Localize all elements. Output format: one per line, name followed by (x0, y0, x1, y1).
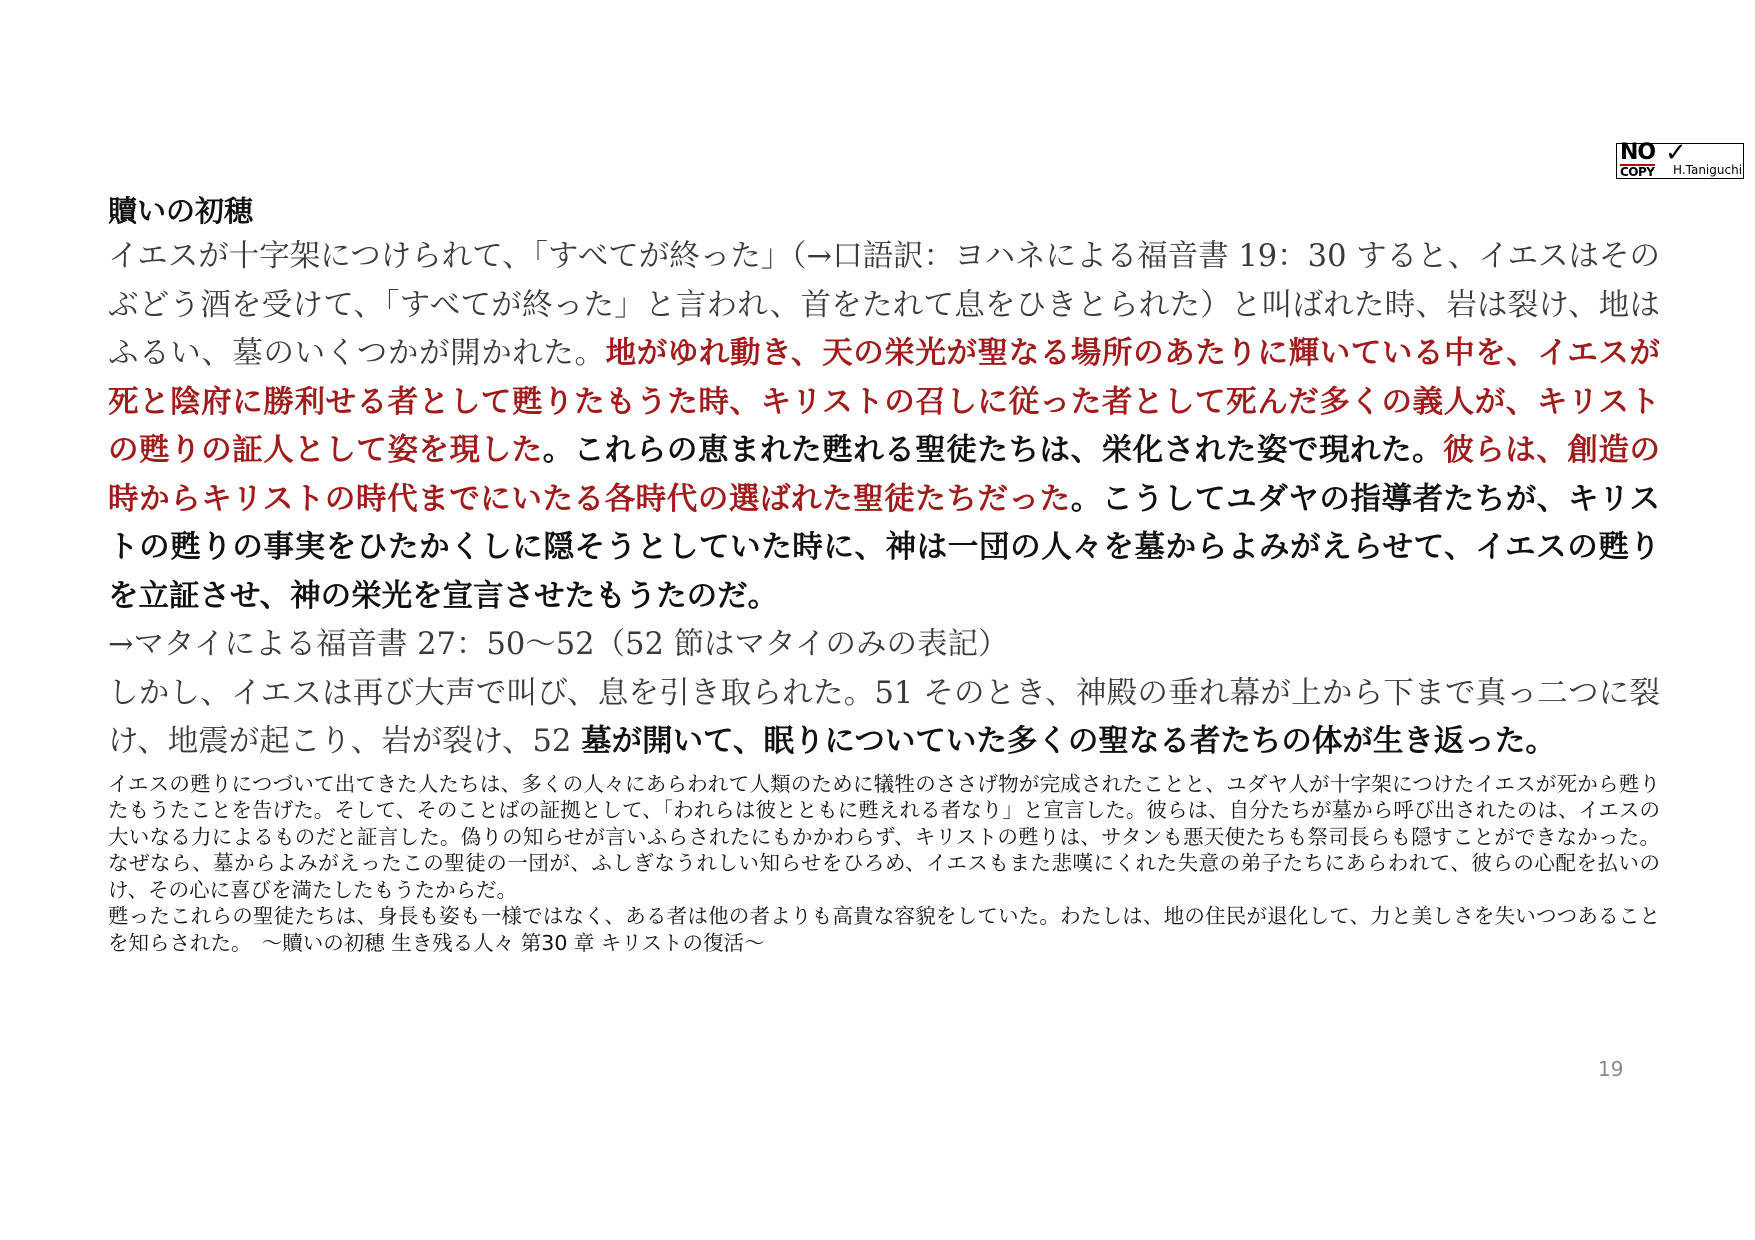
logo-copy-text (1620, 164, 1655, 179)
page-title: 贖いの初穂 (108, 194, 254, 228)
page-number: 19 (1598, 1057, 1624, 1081)
text-tombs-opened: 墓が開いて、眠りについていた多くの聖なる者たちの体が生き返った。 (581, 724, 1556, 759)
checkmark-icon: ✓ (1665, 138, 1687, 168)
paragraph-crucifixion (108, 233, 1660, 621)
text-highlight-resurrection: 地がゆれ動き、天の栄光が聖なる場所のあたりに輝いている中を、イエスが死と陰府に勝利せる者として甦りたもうた時、キリストの召しに従った者として死んだ多くの義人が、キリストの甦りの証人として姿を現した (108, 336, 1661, 468)
text-highlight-chosen-saints: 彼らは、創造の時からキリストの時代までにいたる各時代の選ばれた聖徒たちだった (108, 433, 1661, 517)
paragraph-citation: 甦ったこれらの聖徒たちは、身長も姿も一様ではなく、ある者は他の者よりも高貴な容貌をしていた。わたしは、地の住民が退化して、力と美しさを失いつつあることを知らされた。 ～贖いの初穂 生き残る人々 第30 章 キリストの復活～ (108, 904, 1660, 955)
logo-copy-label: COPY (1620, 165, 1655, 179)
text-matthew-verses: しかし、イエスは再び大声で叫び、息を引き取られた。51 そのとき、神殿の垂れ幕が上から下まで真っ二つに裂け、地震が起こり、岩が裂け、52 (108, 675, 1660, 759)
logo-no-text: NO (1620, 140, 1656, 165)
paragraph-matthew (108, 621, 1660, 767)
text-god-raised-group: 。こうしてユダヤの指導者たちが、キリストの甦りの事実をひたかくしに隠そうとしていた時に、神は一団の人々を墓からよみがえらせて、イエスの甦りを立証させ、神の栄光を宣言させたもうたのだ。 (108, 481, 1661, 614)
text-crucifixion-intro: イエスが十字架につけられて、「すべてが終った」（→口語訳：ヨハネによる福音書 19：30 すると、イエスはそのぶどう酒を受けて、「すべてが終った」と言われ、首をたれて息をひきとられた）と叫ばれた時、岩は裂け、地はふるい、墓のいくつかが開かれた。 (108, 239, 1660, 371)
text-glorified-saints: 。これらの恵まれた甦れる聖徒たちは、栄化された姿で現れた。 (542, 433, 1444, 468)
paragraph-witnesses: イエスの甦りにつづいて出てきた人たちは、多くの人々にあらわれて人類のために犠牲のささげ物が完成されたことと、ユダヤ人が十字架につけたイエスが死から甦りたもうたことを告げた。そして、そのことばの証拠として、「われらは彼とともに甦えれる者なり」と宣言した。彼らは、自分たちが墓から呼び出されたのは、イエスの大いなる力によるものだと証言した。偽りの知らせが言いふらされたにもかかわらず、キリストの甦りは、サタンも悪天使たちも祭司長らも隠すことができなかった。なぜなら、墓からよみがえったこの聖徒の一団が、ふしぎなうれしい知らせをひろめ、イエスもまた悲嘆にくれた失意の弟子たちにあらわれて、彼らの心配を払いのけ、その心に喜びを満たしたもうたからだ。 (108, 771, 1660, 902)
no-copy-logo (1616, 138, 1744, 179)
logo-author: H.Taniguchi (1673, 163, 1743, 177)
scripture-reference: →マタイによる福音書 27：50〜52（52 節はマタイのみの表記） (108, 627, 1009, 662)
slide-content (108, 189, 1660, 956)
